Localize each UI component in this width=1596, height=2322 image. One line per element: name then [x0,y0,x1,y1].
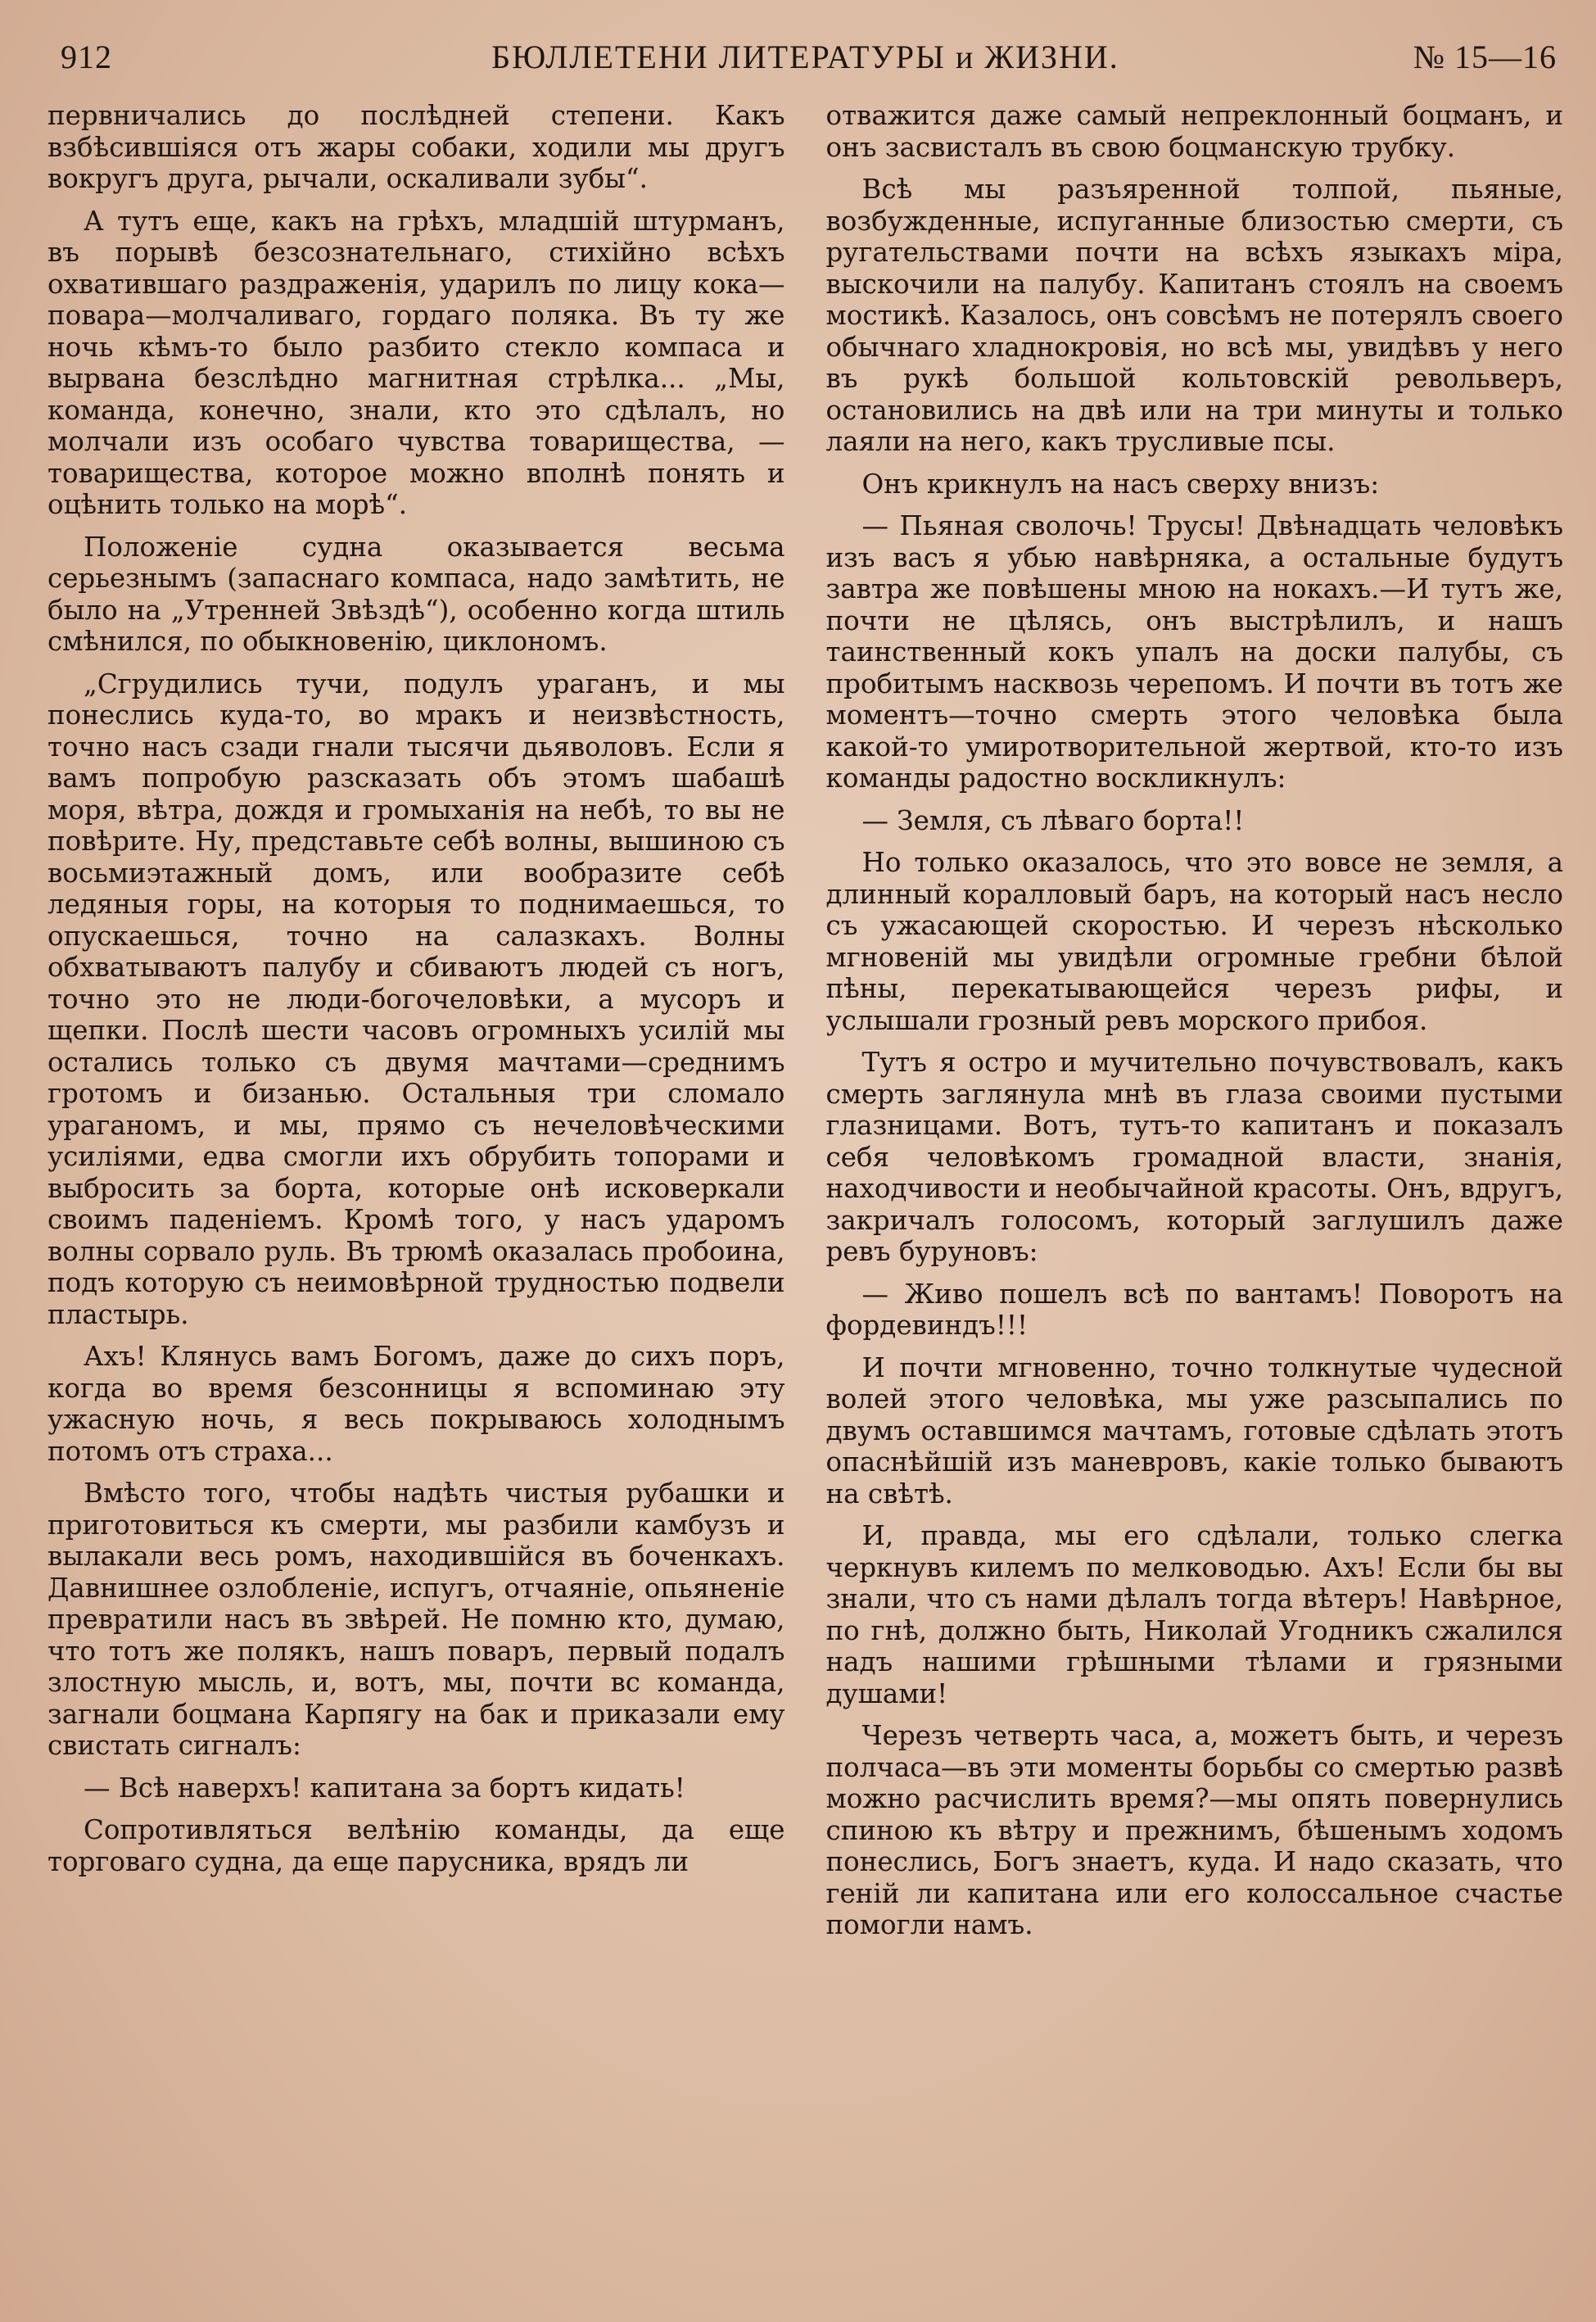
paragraph: Положеніе судна оказывается весьма серьезнымъ (запаснаго компаса, надо замѣтить, не было на „Утренней Звѣздѣ“), особенно когда штиль смѣнился, по обыкновенію, циклономъ. [47,531,785,657]
paragraph: „Сгрудились тучи, подулъ ураганъ, и мы понеслись куда-то, во мракъ и неизвѣстность, точно насъ сзади гнали тысячи дьяволовъ. Если я вамъ попробую разсказать объ этомъ шабашѣ моря, вѣтра, дождя и громыханія на небѣ, то вы не повѣрите. Ну, представьте себѣ волны, вышиною съ восьмиэтажный домъ, или вообразите себѣ ледяныя горы, на которыя то поднимаешься, то опускаешься, точно на салазкахъ. Волны обхватываютъ палубу и сбиваютъ людей съ ногъ, точно это не люди-богочеловѣки, а мусоръ и щепки. Послѣ шести часовъ огромныхъ усилій мы остались только съ двумя мачтами—среднимъ гротомъ и бизанью. Остальныя три сломало ураганомъ, и мы, прямо съ нечеловѣческими усиліями, едва смогли ихъ обрубить топорами и выбросить за борта, которые онѣ исковеркали своимъ паденіемъ. Кромѣ того, у насъ ударомъ волны сорвало руль. Въ трюмѣ оказалась пробоина, подъ которую съ неимовѣрной трудностью подвели пластырь. [47,668,785,1330]
paragraph: И, правда, мы его сдѣлали, только слегка черкнувъ килемъ по мелководью. Ахъ! Если бы вы знали, что съ нами дѣлалъ тогда вѣтеръ! Навѣрное, по гнѣ, должно быть, Николай Угодникъ сжалился надъ нашими грѣшными тѣлами и грязными душами! [825,1520,1563,1709]
paragraph: Ахъ! Клянусь вамъ Богомъ, даже до сихъ поръ, когда во время безсонницы я вспоминаю эту ужасную ночь, я весь покрываюсь холоднымъ потомъ отъ страха... [47,1341,785,1467]
paragraph: отважится даже самый непреклонный боцманъ, и онъ засвисталъ въ свою боцманскую трубку. [825,100,1563,163]
paragraph: Черезъ четверть часа, а, можетъ быть, и черезъ полчаса—въ эти моменты борьбы со смертью развѣ можно расчислить время?—мы опять повернулись спиною къ вѣтру и прежнимъ, бѣшенымъ ходомъ понеслись, Богъ знаетъ, куда. И надо сказать, что геній ли капитана или его колоссальное счастье помогли намъ. [825,1720,1563,1940]
issue-number: № 15—16 [1413,38,1557,75]
paragraph: А тутъ еще, какъ на грѣхъ, младшій штурманъ, въ порывѣ безсознательнаго, стихійно всѣхъ охватившаго раздраженія, ударилъ по лицу кока—повара—молчаливаго, гордаго поляка. Въ ту же ночь кѣмъ-то было разбито стекло компаса и вырвана безслѣдно магнитная стрѣлка... „Мы, команда, конечно, знали, кто это сдѣлалъ, но молчали изъ особаго чувства товарищества, —товарищества, которое можно вполнѣ понять и оцѣнить только на морѣ“. [47,205,785,520]
page-header [47,33,1563,82]
running-title: БЮЛЛЕТЕНИ ЛИТЕРАТУРЫ и ЖИЗНИ. [491,38,1119,75]
paragraph: Тутъ я остро и мучительно почувствовалъ, какъ смерть заглянула мнѣ въ глаза своими пустыми глазницами. Вотъ, тутъ-то капитанъ и показалъ себя человѣкомъ громадной власти, знанія, находчивости и необычайной красоты. Онъ, вдругъ, закричалъ голосомъ, который заглушилъ даже ревъ буруновъ: [825,1047,1563,1267]
text-columns [47,100,1563,2303]
paragraph: — Пьяная сволочь! Трусы! Двѣнадцать человѣкъ изъ васъ я убью навѣрняка, а остальные будутъ завтра же повѣшены мною на нокахъ.—И тутъ же, почти не цѣлясь, онъ выстрѣлилъ, и нашъ таинственный кокъ упалъ на доски палубы, съ пробитымъ насквозь черепомъ. И почти въ тотъ же моментъ—точно смерть этого человѣка была какой-то умиротворительной жертвой, кто-то изъ команды радостно воскликнулъ: [825,510,1563,794]
right-column [826,100,1564,2303]
paragraph: Но только оказалось, что это вовсе не земля, а длинный коралловый баръ, на который насъ несло съ ужасающей скоростью. И черезъ нѣсколько мгновеній мы увидѣли огромные гребни бѣлой пѣны, перекатывающейся черезъ рифы, и услышали грозный ревъ морского прибоя. [825,847,1563,1036]
paragraph: Всѣ мы разъяренной толпой, пьяные, возбужденные, испуганные близостью смерти, съ ругательствами почти на всѣхъ языкахъ міра, выскочили на палубу. Капитанъ стоялъ на своемъ мостикѣ. Казалось, онъ совсѣмъ не потерялъ своего обычнаго хладнокровія, но всѣ мы, увидѣвъ у него въ рукѣ большой кольтовскій револьверъ, остановились на двѣ или на три минуты и только лаяли на него, какъ трусливые псы. [825,174,1563,457]
paragraph: — Живо пошелъ всѣ по вантамъ! Поворотъ на фордевиндъ!!! [825,1278,1563,1341]
paragraph: Онъ крикнулъ на насъ сверху внизъ: [861,468,1380,500]
paragraph: — Всѣ наверхъ! капитана за бортъ кидать! [84,1772,685,1804]
paragraph: Сопротивляться велѣнію команды, да еще торговаго судна, да еще парусника, врядъ ли [47,1814,785,1877]
paragraph: — Земля, съ лѣваго борта!! [861,804,1245,836]
paragraph: И почти мгновенно, точно толкнутые чудесной волей этого человѣка, мы уже разсыпались по двумъ оставшимся мачтамъ, готовые сдѣлать этотъ опаснѣйшій изъ маневровъ, какіе только бываютъ на свѣтѣ. [825,1351,1563,1510]
left-column [47,100,785,2303]
page-number: 912 [61,38,112,75]
paragraph: Вмѣсто того, чтобы надѣть чистыя рубашки и приготовиться къ смерти, мы разбили камбузъ и вылакали весь ромъ, находившійся въ боченкахъ. Давнишнее озлобленіе, испугъ, отчаяніе, опьяненіе превратили насъ въ звѣрей. Не помню кто, думаю, что тотъ же полякъ, нашъ поваръ, первый подалъ злостную мысль, и, вотъ, мы, почти вс команда, загнали боцмана Карпягу на бак и приказали ему свистать сигналъ: [47,1478,785,1761]
paragraph: первничались до послѣдней степени. Какъ взбѣсившіяся отъ жары собаки, ходили мы другъ вокругъ друга, рычали, оскаливали зубы“. [47,100,785,194]
